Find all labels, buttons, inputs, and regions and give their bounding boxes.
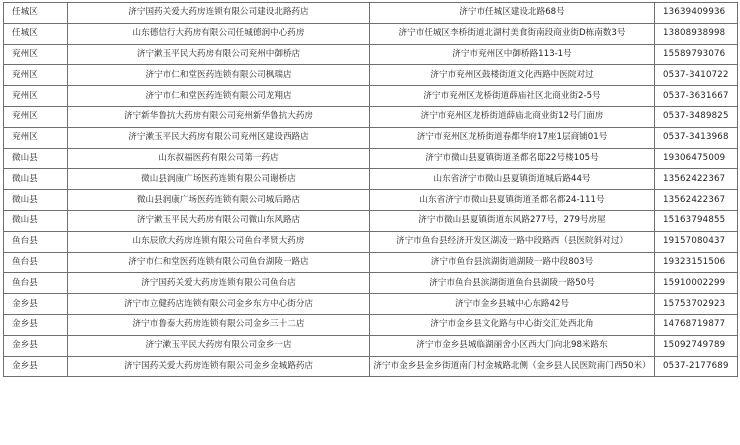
table-row [4, 335, 738, 356]
pharmacy-name-cell: 微山县润康广场医药连锁有限公司谢桥店 [68, 169, 370, 190]
table-row [4, 231, 738, 252]
address-cell: 济宁市金乡县城临湖丽舍小区西大门向北98米路东 [370, 335, 655, 356]
address-cell: 济宁市兖州区龙桥街道薛庙北商业街12号门面房 [370, 106, 655, 127]
address-cell: 济宁市鱼台县滨湖街道湖陵一路中段803号 [370, 252, 655, 273]
address-cell: 济宁市金乡县文化路与中心街交汇处西北角 [370, 314, 655, 335]
address-cell: 济宁市兖州区鼓楼街道文化西路中医院对过 [370, 65, 655, 86]
phone-cell: 15753702923 [655, 294, 738, 315]
address-cell: 济宁市微山县夏镇街道圣都名邸22号楼105号 [370, 148, 655, 169]
address-cell: 山东省济宁市微山县夏镇街道城后路44号 [370, 169, 655, 190]
district-cell: 兖州区 [4, 86, 68, 107]
district-cell: 鱼台县 [4, 231, 68, 252]
district-cell: 鱼台县 [4, 273, 68, 294]
phone-cell: 15589793076 [655, 44, 738, 65]
pharmacy-table-body [4, 3, 738, 377]
address-cell: 济宁市任城区建设北路68号 [370, 3, 655, 24]
address-cell: 济宁市鱼台县滨湖街道鱼台县湖陵一路50号 [370, 273, 655, 294]
address-cell: 济宁市微山县夏镇街道东风路277号，279号房屋 [370, 210, 655, 231]
address-cell: 济宁市兖州区龙桥街道薛庙社区北商业街2-5号 [370, 86, 655, 107]
phone-cell: 15092749789 [655, 335, 738, 356]
pharmacy-name-cell: 济宁国药关爱大药房连锁有限公司金乡金城路药店 [68, 356, 370, 377]
pharmacy-name-cell: 济宁新华鲁抗大药房有限公司兖州新华鲁抗大药房 [68, 106, 370, 127]
district-cell: 兖州区 [4, 65, 68, 86]
pharmacy-name-cell: 济宁国药关爱大药房连锁有限公司鱼台店 [68, 273, 370, 294]
phone-cell: 15163794855 [655, 210, 738, 231]
district-cell: 任城区 [4, 23, 68, 44]
phone-cell: 19323151506 [655, 252, 738, 273]
pharmacy-name-cell: 济宁漱玉平民大药房有限公司兖州中御桥店 [68, 44, 370, 65]
district-cell: 鱼台县 [4, 252, 68, 273]
district-cell: 金乡县 [4, 356, 68, 377]
address-cell: 济宁市兖州区中御桥路113-1号 [370, 44, 655, 65]
district-cell: 微山县 [4, 169, 68, 190]
pharmacy-name-cell: 济宁市鲁泰大药房连锁有限公司金乡三十二店 [68, 314, 370, 335]
pharmacy-name-cell: 微山县润康广场医药连锁有限公司城后路店 [68, 190, 370, 211]
district-cell: 微山县 [4, 148, 68, 169]
district-cell: 兖州区 [4, 106, 68, 127]
phone-cell: 13562422367 [655, 190, 738, 211]
phone-cell: 14768719877 [655, 314, 738, 335]
district-cell: 微山县 [4, 190, 68, 211]
table-row [4, 294, 738, 315]
table-row [4, 65, 738, 86]
table-row [4, 148, 738, 169]
table-row [4, 252, 738, 273]
district-cell: 微山县 [4, 210, 68, 231]
pharmacy-name-cell: 山东德信行大药房有限公司任城德润中心药房 [68, 23, 370, 44]
address-cell: 济宁市金乡县城中心东路42号 [370, 294, 655, 315]
phone-cell: 0537-2177689 [655, 356, 738, 377]
phone-cell: 0537-3631667 [655, 86, 738, 107]
phone-cell: 13639409936 [655, 3, 738, 24]
table-row [4, 314, 738, 335]
district-cell: 兖州区 [4, 44, 68, 65]
district-cell: 金乡县 [4, 335, 68, 356]
table-row [4, 86, 738, 107]
phone-cell: 13562422367 [655, 169, 738, 190]
pharmacy-name-cell: 济宁漱玉平民大药房有限公司微山东风路店 [68, 210, 370, 231]
phone-cell: 19306475009 [655, 148, 738, 169]
table-row [4, 23, 738, 44]
address-cell: 济宁市任城区李桥街道北湖村美食街南段商业街D栋南数3号 [370, 23, 655, 44]
pharmacy-name-cell: 济宁市仁和堂医药连锁有限公司龙翔店 [68, 86, 370, 107]
district-cell: 金乡县 [4, 314, 68, 335]
pharmacy-name-cell: 济宁国药关爱大药房连锁有限公司建设北路药店 [68, 3, 370, 24]
address-cell: 济宁市金乡县金乡街道南门村金城路北侧（金乡县人民医院南门西50米） [370, 356, 655, 377]
table-row [4, 106, 738, 127]
district-cell: 任城区 [4, 3, 68, 24]
district-cell: 金乡县 [4, 294, 68, 315]
table-row [4, 127, 738, 148]
table-row [4, 169, 738, 190]
table-row [4, 190, 738, 211]
phone-cell: 0537-3413968 [655, 127, 738, 148]
phone-cell: 13808938998 [655, 23, 738, 44]
address-cell: 山东省济宁市微山县夏镇街道圣都名都24-111号 [370, 190, 655, 211]
pharmacy-name-cell: 山东辰欣大药房连锁有限公司鱼台孝贤大药房 [68, 231, 370, 252]
table-row [4, 356, 738, 377]
table-row [4, 273, 738, 294]
pharmacy-name-cell: 济宁漱玉平民大药房有限公司金乡一店 [68, 335, 370, 356]
table-row [4, 210, 738, 231]
pharmacy-name-cell: 济宁市立健药店连锁有限公司金乡东方中心街分店 [68, 294, 370, 315]
pharmacy-table [3, 2, 738, 377]
pharmacy-name-cell: 济宁市仁和堂医药连锁有限公司枫瑞店 [68, 65, 370, 86]
pharmacy-name-cell: 济宁市仁和堂医药连锁有限公司鱼台湖陵一路店 [68, 252, 370, 273]
address-cell: 济宁市鱼台县经济开发区湖凌一路中段路西（县医院斜对过） [370, 231, 655, 252]
pharmacy-name-cell: 山东叔福医药有限公司第一药店 [68, 148, 370, 169]
phone-cell: 19157080437 [655, 231, 738, 252]
phone-cell: 0537-3489825 [655, 106, 738, 127]
table-row [4, 44, 738, 65]
district-cell: 兖州区 [4, 127, 68, 148]
pharmacy-name-cell: 济宁漱玉平民大药房有限公司兖州区建设西路店 [68, 127, 370, 148]
phone-cell: 15910002299 [655, 273, 738, 294]
table-row [4, 3, 738, 24]
phone-cell: 0537-3410722 [655, 65, 738, 86]
address-cell: 济宁市兖州区龙桥街道春都华府17座1层商铺01号 [370, 127, 655, 148]
